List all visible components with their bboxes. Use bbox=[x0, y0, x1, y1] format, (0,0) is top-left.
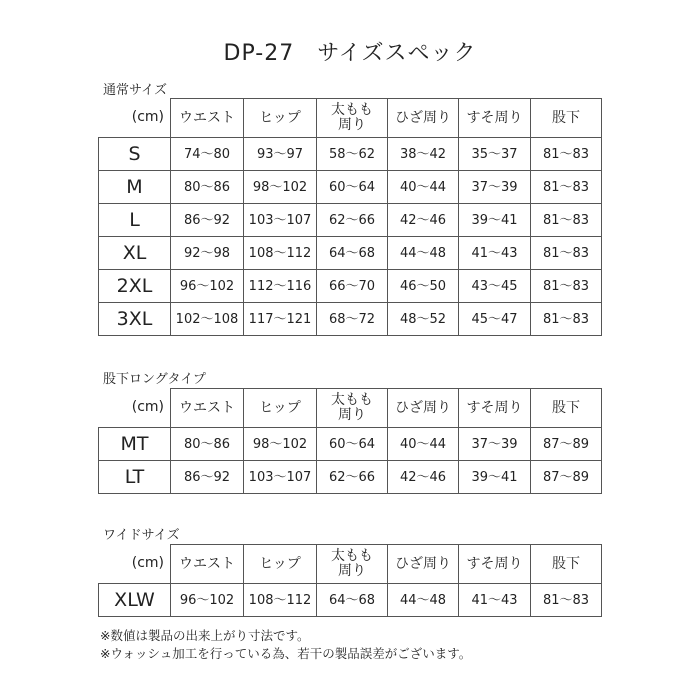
table-cell: 80～86 bbox=[171, 171, 244, 204]
column-header: 股下 bbox=[531, 99, 602, 138]
unit-label: (cm) bbox=[99, 389, 171, 428]
column-header: 太もも 周り bbox=[317, 545, 388, 584]
table-cell: 86～92 bbox=[171, 461, 244, 494]
table-cell: 41～43 bbox=[459, 237, 531, 270]
table-cell: 62～66 bbox=[317, 204, 388, 237]
column-header: すそ周り bbox=[459, 545, 531, 584]
column-header: ヒップ bbox=[244, 545, 317, 584]
table-cell: 41～43 bbox=[459, 584, 531, 617]
table-row bbox=[99, 171, 602, 204]
table-cell: 117～121 bbox=[244, 303, 317, 336]
unit-label: (cm) bbox=[99, 545, 171, 584]
note-wash-variance: ※ウォッシュ加工を行っている為、若干の製品誤差がございます。 bbox=[100, 646, 472, 661]
table-row bbox=[99, 303, 602, 336]
table-row bbox=[99, 428, 602, 461]
table-row bbox=[99, 138, 602, 171]
table-cell: 80～86 bbox=[171, 428, 244, 461]
table-cell: 45～47 bbox=[459, 303, 531, 336]
table-cell: 108～112 bbox=[244, 584, 317, 617]
column-header: 股下 bbox=[531, 389, 602, 428]
table-cell: 98～102 bbox=[244, 171, 317, 204]
size-label: M bbox=[99, 171, 171, 204]
column-header: すそ周り bbox=[459, 389, 531, 428]
column-header: ヒップ bbox=[244, 99, 317, 138]
table-cell: 92～98 bbox=[171, 237, 244, 270]
table-cell: 58～62 bbox=[317, 138, 388, 171]
section-heading-wide: ワイドサイズ bbox=[103, 528, 180, 543]
table-cell: 81～83 bbox=[531, 270, 602, 303]
table-cell: 81～83 bbox=[531, 303, 602, 336]
table-cell: 103～107 bbox=[244, 204, 317, 237]
unit-label: (cm) bbox=[99, 99, 171, 138]
column-header: ひざ周り bbox=[388, 99, 459, 138]
column-header: ひざ周り bbox=[388, 389, 459, 428]
column-header: ウエスト bbox=[171, 545, 244, 584]
table-cell: 40～44 bbox=[388, 171, 459, 204]
size-label: 2XL bbox=[99, 270, 171, 303]
table-cell: 48～52 bbox=[388, 303, 459, 336]
table-cell: 62～66 bbox=[317, 461, 388, 494]
table-cell: 37～39 bbox=[459, 171, 531, 204]
table-row bbox=[99, 204, 602, 237]
table-cell: 98～102 bbox=[244, 428, 317, 461]
column-header: 太もも 周り bbox=[317, 389, 388, 428]
column-header: ヒップ bbox=[244, 389, 317, 428]
table-cell: 102～108 bbox=[171, 303, 244, 336]
size-table-wide bbox=[98, 544, 602, 617]
header-row bbox=[99, 389, 602, 428]
column-header: 太もも 周り bbox=[317, 99, 388, 138]
table-cell: 81～83 bbox=[531, 584, 602, 617]
table-cell: 103～107 bbox=[244, 461, 317, 494]
table-cell: 93～97 bbox=[244, 138, 317, 171]
table-cell: 68～72 bbox=[317, 303, 388, 336]
table-row bbox=[99, 270, 602, 303]
table-cell: 39～41 bbox=[459, 461, 531, 494]
table-cell: 42～46 bbox=[388, 204, 459, 237]
table-cell: 86～92 bbox=[171, 204, 244, 237]
table-cell: 64～68 bbox=[317, 584, 388, 617]
size-label: XLW bbox=[99, 584, 171, 617]
section-heading-regular: 通常サイズ bbox=[103, 83, 167, 98]
size-label: LT bbox=[99, 461, 171, 494]
table-cell: 35～37 bbox=[459, 138, 531, 171]
size-label: S bbox=[99, 138, 171, 171]
size-label: XL bbox=[99, 237, 171, 270]
table-cell: 108～112 bbox=[244, 237, 317, 270]
table-row bbox=[99, 461, 602, 494]
header-row bbox=[99, 99, 602, 138]
size-label: 3XL bbox=[99, 303, 171, 336]
table-cell: 81～83 bbox=[531, 171, 602, 204]
column-header: ウエスト bbox=[171, 99, 244, 138]
table-cell: 44～48 bbox=[388, 237, 459, 270]
table-row bbox=[99, 584, 602, 617]
size-table-long bbox=[98, 388, 602, 494]
table-cell: 112～116 bbox=[244, 270, 317, 303]
section-heading-long: 股下ロングタイプ bbox=[103, 372, 206, 387]
page-title: DP-27 サイズスペック bbox=[223, 41, 477, 66]
column-header: ウエスト bbox=[171, 389, 244, 428]
table-cell: 39～41 bbox=[459, 204, 531, 237]
size-label: L bbox=[99, 204, 171, 237]
size-label: MT bbox=[99, 428, 171, 461]
table-cell: 44～48 bbox=[388, 584, 459, 617]
column-header: ひざ周り bbox=[388, 545, 459, 584]
note-dimensions: ※数値は製品の出来上がり寸法です。 bbox=[100, 628, 310, 643]
table-cell: 38～42 bbox=[388, 138, 459, 171]
size-table-regular bbox=[98, 98, 602, 336]
table-cell: 81～83 bbox=[531, 204, 602, 237]
column-header: 股下 bbox=[531, 545, 602, 584]
table-cell: 96～102 bbox=[171, 270, 244, 303]
table-cell: 64～68 bbox=[317, 237, 388, 270]
table-cell: 96～102 bbox=[171, 584, 244, 617]
table-cell: 87～89 bbox=[531, 428, 602, 461]
table-row bbox=[99, 237, 602, 270]
table-cell: 60～64 bbox=[317, 171, 388, 204]
table-cell: 40～44 bbox=[388, 428, 459, 461]
table-cell: 37～39 bbox=[459, 428, 531, 461]
table-cell: 81～83 bbox=[531, 138, 602, 171]
table-cell: 66～70 bbox=[317, 270, 388, 303]
table-cell: 46～50 bbox=[388, 270, 459, 303]
table-cell: 43～45 bbox=[459, 270, 531, 303]
table-cell: 42～46 bbox=[388, 461, 459, 494]
header-row bbox=[99, 545, 602, 584]
table-cell: 60～64 bbox=[317, 428, 388, 461]
column-header: すそ周り bbox=[459, 99, 531, 138]
table-cell: 87～89 bbox=[531, 461, 602, 494]
table-cell: 81～83 bbox=[531, 237, 602, 270]
table-cell: 74～80 bbox=[171, 138, 244, 171]
